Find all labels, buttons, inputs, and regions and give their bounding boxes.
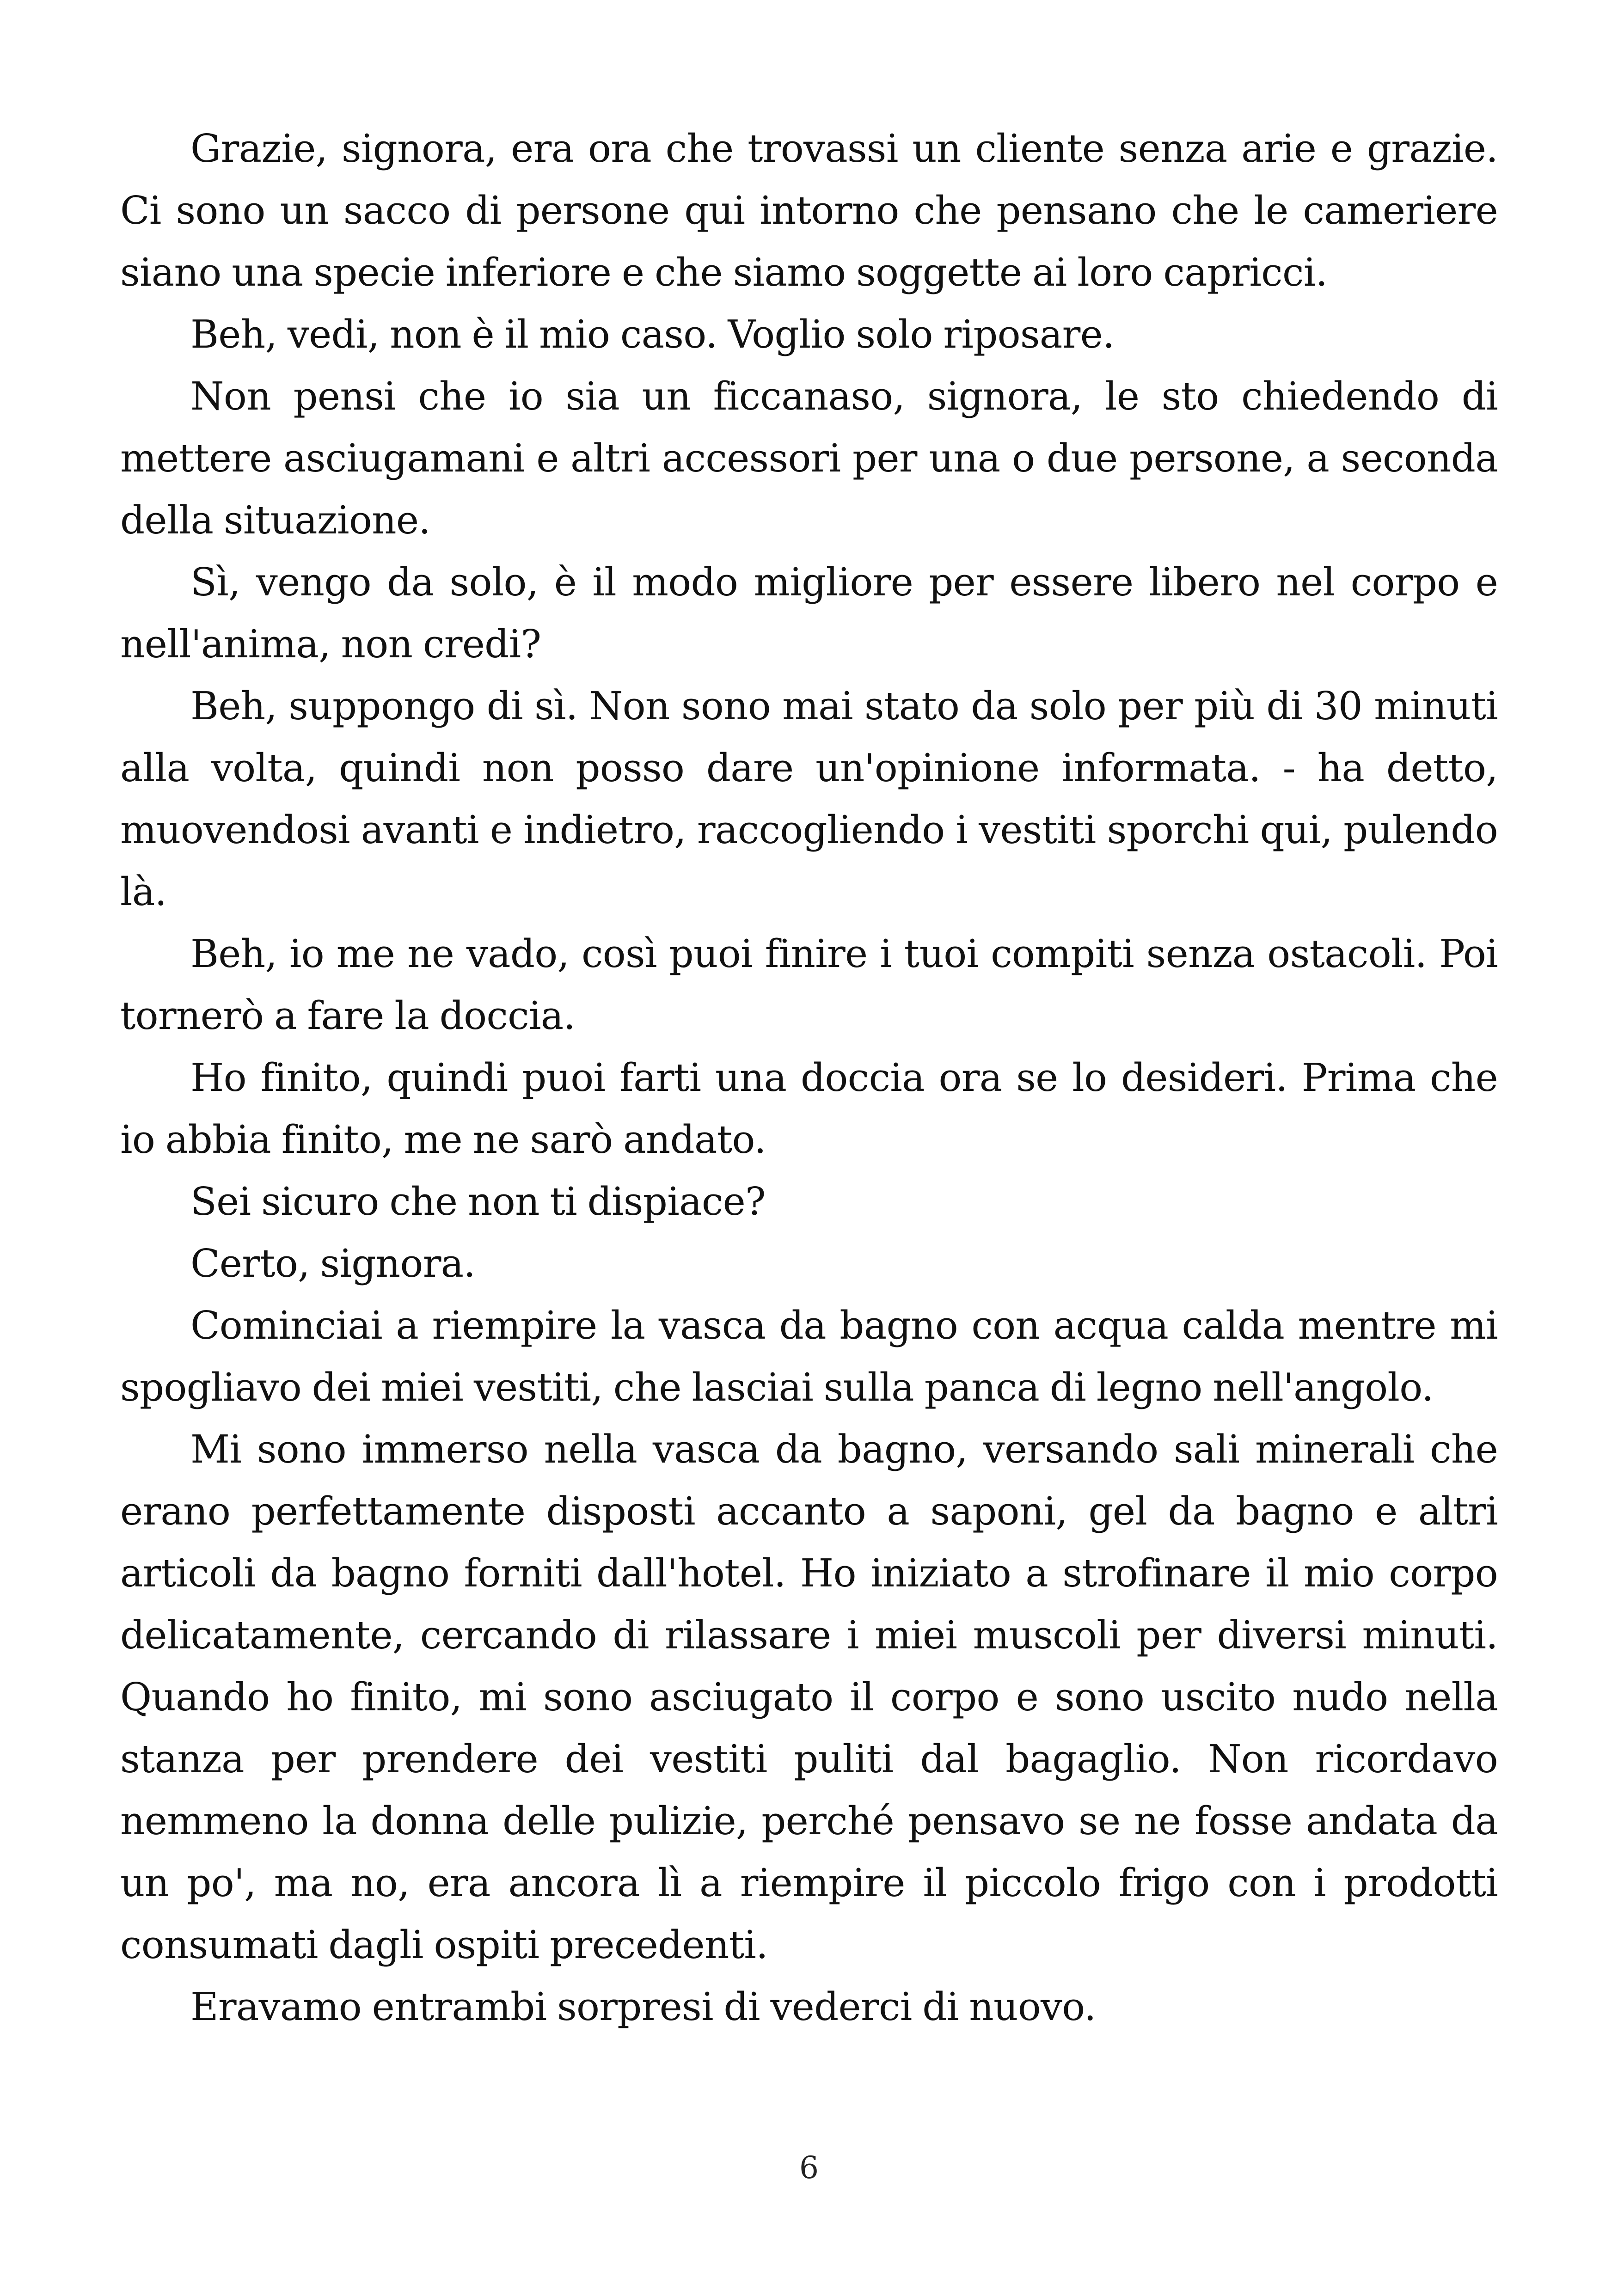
paragraph: Sì, vengo da solo, è il modo migliore per essere libero nel corpo e nell'anima, non credi? xyxy=(120,560,1498,667)
paragraph: Cominciai a riempire la vasca da bagno con acqua calda mentre mi spogliavo dei miei vestiti, che lasciai sulla panca di legno nell'angolo. xyxy=(120,1303,1498,1410)
page-number: 6 xyxy=(799,2150,819,2186)
paragraph: Grazie, signora, era ora che trovassi un cliente senza arie e grazie. Ci sono un sacco di persone qui intorno che pensano che le cameriere siano una specie inferiore e che siamo soggette ai loro capricci. xyxy=(120,126,1498,295)
paragraph: Eravamo entrambi sorpresi di vederci di nuovo. xyxy=(190,1984,1096,2029)
paragraph: Non pensi che io sia un ficcanaso, signora, le sto chiedendo di mettere asciugamani e altri accessori per una o due persone, a seconda della situazione. xyxy=(120,374,1498,543)
body-text xyxy=(120,118,1498,2038)
paragraph: Beh, vedi, non è il mio caso. Voglio solo riposare. xyxy=(190,312,1115,357)
paragraph: Beh, suppongo di sì. Non sono mai stato da solo per più di 30 minuti alla volta, quindi non posso dare un'opinione informata. - ha detto, muovendosi avanti e indietro, raccogliendo i vestiti sporchi qui, pulendo là. xyxy=(120,684,1498,914)
paragraph: Mi sono immerso nella vasca da bagno, versando sali minerali che erano perfettamente disposti accanto a saponi, gel da bagno e altri articoli da bagno forniti dall'hotel. Ho iniziato a strofinare il mio corpo delicatamente, cercando di rilassare i miei muscoli per diversi minuti. Quando ho finito, mi sono asciugato il corpo e sono uscito nudo nella stanza per prendere dei vestiti puliti dal bagaglio. Non ricordavo nemmeno la donna delle pulizie, perché pensavo se ne fosse andata da un po', ma no, era ancora lì a riempire il piccolo frigo con i prodotti consumati dagli ospiti precedenti. xyxy=(120,1427,1498,1967)
paragraph: Beh, io me ne vado, così puoi finire i tuoi compiti senza ostacoli. Poi tornerò a fare la doccia. xyxy=(120,931,1498,1038)
paragraph: Ho finito, quindi puoi farti una doccia ora se lo desideri. Prima che io abbia finito, me ne sarò andato. xyxy=(120,1055,1498,1162)
paragraph: Certo, signora. xyxy=(190,1241,476,1286)
paragraph: Sei sicuro che non ti dispiace? xyxy=(190,1179,766,1224)
